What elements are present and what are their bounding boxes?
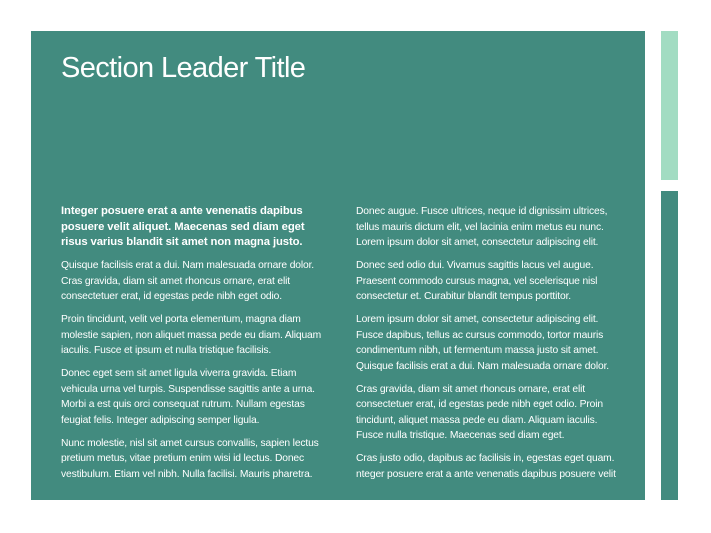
body-paragraph: Quisque facilisis erat a dui. Nam malesuada ornare dolor. Cras gravida, diam sit amet rhoncus ornare, erat elit consectetuer erat, id egestas pede nibh eget odio. [61, 260, 315, 302]
body-paragraph: Donec sed odio dui. Vivamus sagittis lacus vel augue. Praesent commodo cursus magna, vel scelerisque nisl consectetur et. Curabitur blandit tempus porttitor. [356, 260, 598, 302]
right-text-column [356, 204, 622, 490]
body-paragraph: Donec augue. Fusce ultrices, neque id dignissim ultrices, tellus mauris dictum elit, vel lacinia enim metus eu nunc. Lorem ipsum dolor sit amet, consectetur adipiscing elit. [356, 206, 608, 248]
slide-title: Section Leader Title [61, 52, 306, 84]
lead-paragraph: Integer posuere erat a ante venenatis dapibus posuere velit aliquet. Maecenas sed diam eget risus varius blandit sit amet non magna justo. [61, 205, 305, 248]
body-paragraph: Donec eget sem sit amet ligula viverra gravida. Etiam vehicula urna vel turpis. Suspendisse sagittis ante a urna. Morbi a est quis orci consequat rutrum. Nullam egestas feugiat felis. Integer adipiscing semper ligula. [61, 368, 315, 426]
left-text-column [61, 204, 331, 490]
body-paragraph: Proin tincidunt, velit vel porta elementum, magna diam molestie sapien, non aliquet massa pede eu diam. Aliquam iaculis. Fusce et ipsum et nulla tristique facilisis. [61, 314, 322, 356]
accent-bar-dark [661, 191, 678, 500]
body-paragraph: Cras justo odio, dapibus ac facilisis in, egestas eget quam. nteger posuere erat a ante venenatis dapibus posuere velit [356, 453, 616, 480]
body-paragraph: Nunc molestie, nisl sit amet cursus convallis, sapien lectus pretium metus, vitae pretium enim wisi id lectus. Donec vestibulum. Etiam vel nibh. Nulla facilisi. Mauris pharetra. [61, 437, 319, 480]
body-paragraph: Cras gravida, diam sit amet rhoncus ornare, erat elit consectetuer erat, id egestas pede nibh eget odio. Proin tincidunt, aliquet massa pede eu diam. Aliquam iaculis. Fusce nulla tristique. Maecenas sed diam eget. [356, 383, 603, 441]
body-paragraph: Lorem ipsum dolor sit amet, consectetur adipiscing elit. Fusce dapibus, tellus ac cursus commodo, tortor mauris condimentum nibh, ut fermentum massa justo sit amet. Quisque facilisis erat a dui. Nam malesuada ornare dolor. [356, 314, 610, 372]
accent-bar-light [661, 31, 678, 180]
